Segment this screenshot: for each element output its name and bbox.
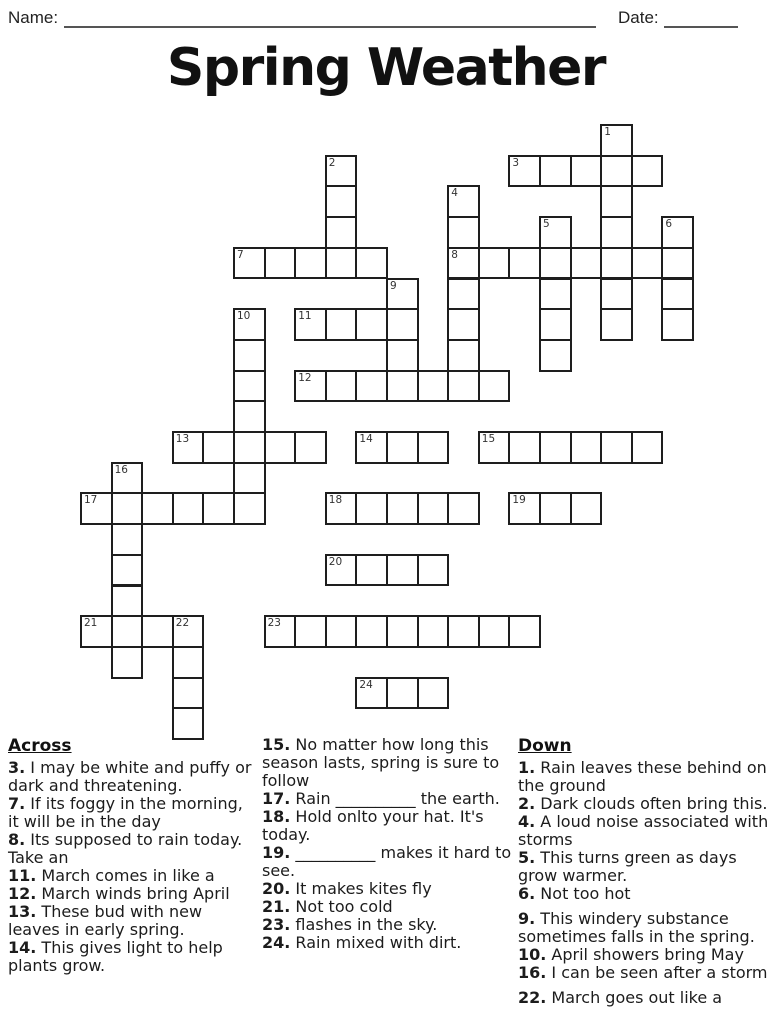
grid-cell[interactable] (111, 554, 144, 587)
grid-cell[interactable] (233, 370, 266, 403)
cell-number: 7 (237, 248, 244, 261)
grid-cell[interactable] (325, 492, 358, 525)
grid-cell[interactable] (233, 462, 266, 495)
grid-cell[interactable] (264, 247, 297, 280)
grid-cell[interactable] (661, 278, 694, 311)
clue-number: 4. (518, 812, 536, 831)
grid-cell[interactable] (111, 492, 144, 525)
clue-number: 19. (262, 843, 291, 862)
cell-number: 20 (328, 555, 343, 568)
grid-cell[interactable] (111, 646, 144, 679)
grid-cell[interactable] (539, 308, 572, 341)
grid-cell[interactable] (355, 370, 388, 403)
grid-cell[interactable] (661, 247, 694, 280)
clue-number: 8. (8, 830, 26, 849)
grid-cell[interactable] (539, 278, 572, 311)
clue-4: 4. A loud noise associated with storms (518, 812, 769, 849)
clue-23: 23. flashes in the sky. (262, 915, 438, 934)
grid-cell[interactable] (294, 308, 327, 341)
cell-number: 18 (328, 494, 343, 507)
clue-7: 7. If its foggy in the morning, it will be in the day (8, 794, 243, 831)
grid-cell[interactable] (325, 155, 358, 188)
clue-number: 1. (518, 758, 536, 777)
clue-number: 11. (8, 866, 37, 885)
clue-21: 21. Not too cold (262, 897, 393, 916)
grid-cell[interactable] (386, 308, 419, 341)
grid-cell[interactable] (600, 308, 633, 341)
grid-cell[interactable] (631, 247, 664, 280)
grid-cell[interactable] (264, 615, 297, 648)
cell-number: 10 (237, 310, 251, 323)
grid-cell[interactable] (631, 431, 664, 464)
grid-cell[interactable] (386, 278, 419, 311)
grid-cell[interactable] (172, 431, 205, 464)
cell-number: 12 (298, 371, 312, 384)
clue-14: 14. This gives light to help plants grow. (8, 938, 223, 975)
clue-number: 22. (518, 988, 547, 1007)
clue-number: 14. (8, 938, 37, 957)
grid-cell[interactable] (355, 615, 388, 648)
clue-11: 11. March comes in like a (8, 866, 215, 885)
grid-cell[interactable] (386, 339, 419, 372)
clue-6: 6. Not too hot (518, 884, 631, 903)
clue-number: 16. (518, 963, 547, 982)
grid-cell[interactable] (233, 492, 266, 525)
grid-cell[interactable] (233, 308, 266, 341)
grid-cell[interactable] (447, 278, 480, 311)
grid-cell[interactable] (447, 308, 480, 341)
clue-17: 17. Rain __________ the earth. (262, 789, 500, 808)
grid-cell[interactable] (447, 247, 480, 280)
grid-cell[interactable] (111, 462, 144, 495)
clue-8: 8. Its supposed to rain today. Take an (8, 830, 243, 867)
grid-cell[interactable] (447, 370, 480, 403)
name-label: Name: (8, 8, 59, 27)
clue-number: 18. (262, 807, 291, 826)
grid-cell[interactable] (417, 677, 450, 710)
clue-16: 16. I can be seen after a storm (518, 963, 768, 982)
cell-number: 3 (512, 156, 520, 169)
grid-cell[interactable] (508, 615, 541, 648)
grid-cell[interactable] (325, 185, 358, 218)
grid-cell[interactable] (233, 247, 266, 280)
grid-cell[interactable] (386, 492, 419, 525)
clue-number: 20. (262, 879, 291, 898)
clue-number: 17. (262, 789, 291, 808)
cell-number: 5 (543, 218, 550, 231)
cell-number: 6 (665, 218, 673, 231)
grid-cell[interactable] (508, 492, 541, 525)
grid-cell[interactable] (111, 523, 144, 556)
clue-12: 12. March winds bring April (8, 884, 230, 903)
clue-number: 24. (262, 933, 291, 952)
clue-20: 20. It makes kites fly (262, 879, 432, 898)
clue-18: 18. Hold onlto your hat. It's today. (262, 807, 484, 844)
grid-cell[interactable] (539, 492, 572, 525)
grid-cell[interactable] (478, 370, 511, 403)
name-input-line[interactable] (64, 8, 596, 28)
grid-cell[interactable] (508, 155, 541, 188)
grid-cell[interactable] (570, 431, 603, 464)
clue-number: 12. (8, 884, 37, 903)
grid-cell[interactable] (478, 247, 511, 280)
grid-cell[interactable] (447, 615, 480, 648)
grid-cell[interactable] (80, 615, 113, 648)
grid-cell[interactable] (417, 615, 450, 648)
grid-cell[interactable] (600, 278, 633, 311)
clue-column-across (8, 736, 258, 975)
cell-number: 15 (481, 433, 496, 445)
clue-number: 3. (8, 758, 26, 777)
grid-cell[interactable] (294, 431, 327, 464)
grid-cell[interactable] (417, 370, 450, 403)
grid-cell[interactable] (570, 155, 603, 188)
clue-number: 10. (518, 945, 547, 964)
grid-cell[interactable] (172, 615, 205, 648)
clue-number: 2. (518, 794, 536, 813)
clue-number: 23. (262, 915, 291, 934)
cell-number: 11 (298, 310, 312, 323)
clue-number: 21. (262, 897, 291, 916)
puzzle-title: Spring Weather (166, 38, 606, 98)
grid-cell[interactable] (141, 615, 174, 648)
grid-cell[interactable] (325, 247, 358, 280)
cell-number: 24 (359, 678, 373, 691)
clue-number: 7. (8, 794, 26, 813)
grid-cell[interactable] (294, 370, 327, 403)
cell-number: 4 (451, 187, 458, 200)
grid-cell[interactable] (539, 247, 572, 280)
across-heading: Across (8, 736, 72, 756)
grid-cell[interactable] (631, 155, 664, 188)
clue-15: 15. No matter how long this season lasts, spring is sure to follow (262, 735, 500, 790)
date-label: Date: (618, 8, 659, 27)
clue-number: 9. (518, 909, 536, 928)
grid-cell[interactable] (202, 431, 235, 464)
grid-cell[interactable] (172, 677, 205, 710)
grid-cell[interactable] (386, 615, 419, 648)
clue-3: 3. I may be white and puffy or dark and threatening. (8, 758, 252, 795)
grid-cell[interactable] (325, 615, 358, 648)
grid-cell[interactable] (202, 492, 235, 525)
clue-9: 9. This windery substance sometimes falls in the spring. (518, 909, 755, 946)
grid-cell[interactable] (111, 615, 144, 648)
grid-cell[interactable] (294, 247, 327, 280)
grid-cell[interactable] (355, 308, 388, 341)
grid-cell[interactable] (355, 677, 388, 710)
clue-number: 13. (8, 902, 37, 921)
grid-cell[interactable] (111, 585, 144, 618)
grid-cell[interactable] (325, 554, 358, 587)
clue-number: 6. (518, 884, 536, 903)
grid-cell[interactable] (478, 615, 511, 648)
grid-cell[interactable] (172, 492, 205, 525)
cell-number: 17 (84, 494, 98, 507)
grid-cell[interactable] (233, 431, 266, 464)
grid-cell[interactable] (447, 492, 480, 525)
clue-2: 2. Dark clouds often bring this. (518, 794, 768, 813)
grid-cell[interactable] (570, 492, 603, 525)
grid-cell[interactable] (386, 677, 419, 710)
cell-number: 19 (512, 494, 526, 507)
grid-cell[interactable] (172, 646, 205, 679)
grid-cell[interactable] (508, 247, 541, 280)
grid-cell[interactable] (264, 431, 297, 464)
clue-13: 13. These bud with new leaves in early spring. (8, 902, 203, 939)
grid-cell[interactable] (80, 492, 113, 525)
cell-number: 16 (114, 463, 128, 476)
clue-5: 5. This turns green as days grow warmer. (518, 848, 737, 885)
grid-cell[interactable] (600, 185, 633, 218)
grid-cell[interactable] (417, 431, 450, 464)
cell-number: 14 (359, 433, 373, 445)
grid-cell[interactable] (233, 339, 266, 372)
grid-cell[interactable] (539, 216, 572, 249)
grid-cell[interactable] (417, 554, 450, 587)
clue-22: 22. March goes out like a (518, 988, 723, 1007)
cell-number: 1 (604, 126, 611, 138)
grid-cell[interactable] (508, 431, 541, 464)
grid-cell[interactable] (447, 216, 480, 249)
clue-1: 1. Rain leaves these behind on the ground (518, 758, 767, 795)
grid-cell[interactable] (661, 216, 694, 249)
grid-cell[interactable] (661, 308, 694, 341)
grid-cell[interactable] (386, 554, 419, 587)
grid-cell[interactable] (355, 431, 388, 464)
grid-cell[interactable] (570, 247, 603, 280)
grid-cell[interactable] (539, 339, 572, 372)
grid-cell[interactable] (355, 492, 388, 525)
grid-cell[interactable] (325, 370, 358, 403)
cell-number: 21 (84, 617, 98, 630)
clue-column-down (518, 736, 770, 1007)
grid-cell[interactable] (447, 339, 480, 372)
grid-cell[interactable] (386, 370, 419, 403)
cell-number: 23 (267, 617, 281, 630)
cell-number: 13 (175, 433, 190, 445)
clue-24: 24. Rain mixed with dirt. (262, 933, 462, 952)
clue-19: 19. __________ makes it hard to see. (262, 843, 512, 880)
grid-cell[interactable] (325, 308, 358, 341)
clue-number: 5. (518, 848, 536, 867)
grid-cell[interactable] (478, 431, 511, 464)
date-input-line[interactable] (664, 8, 738, 28)
clue-number: 15. (262, 735, 291, 754)
grid-cell[interactable] (141, 492, 174, 525)
clues-section (0, 736, 772, 1024)
grid-cell[interactable] (233, 400, 266, 433)
grid-cell[interactable] (600, 247, 633, 280)
grid-cell[interactable] (600, 216, 633, 249)
grid-cell[interactable] (539, 155, 572, 188)
down-heading: Down (518, 736, 572, 756)
grid-cell[interactable] (294, 615, 327, 648)
clue-column-across-continued (262, 736, 512, 952)
grid-cell[interactable] (417, 492, 450, 525)
grid-cell[interactable] (600, 155, 633, 188)
grid-cell[interactable] (600, 124, 633, 157)
grid-cell[interactable] (386, 431, 419, 464)
grid-cell[interactable] (539, 431, 572, 464)
crossword-grid (80, 124, 695, 740)
grid-cell[interactable] (447, 185, 480, 218)
cell-number: 8 (451, 248, 458, 261)
grid-cell[interactable] (355, 247, 388, 280)
grid-cell[interactable] (325, 216, 358, 249)
grid-cell[interactable] (600, 431, 633, 464)
clue-10: 10. April showers bring May (518, 945, 744, 964)
cell-number: 22 (175, 617, 190, 630)
cell-number: 9 (390, 279, 397, 292)
grid-cell[interactable] (355, 554, 388, 587)
cell-number: 2 (328, 156, 336, 169)
